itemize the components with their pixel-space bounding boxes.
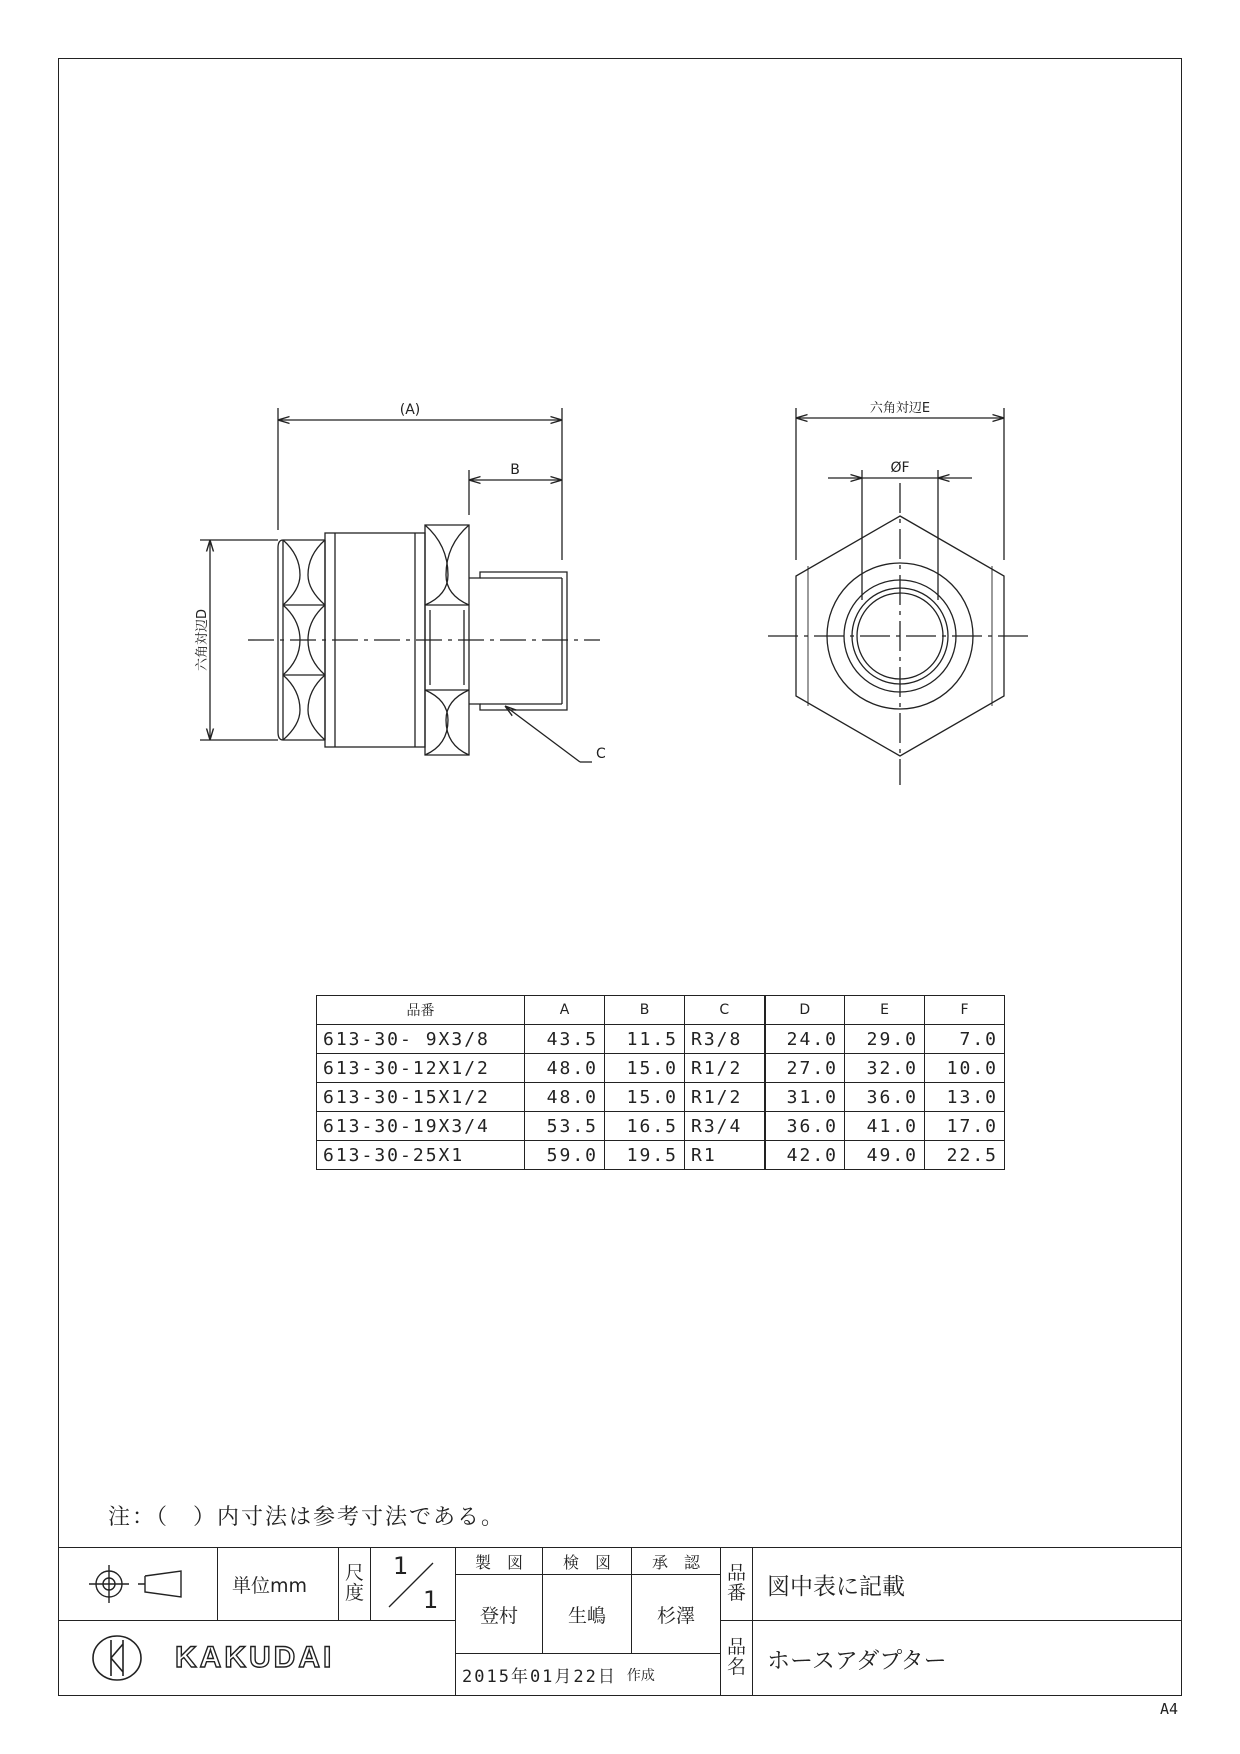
part-name-label bbox=[720, 1620, 753, 1696]
part-name-label-char-1: 品 bbox=[726, 1636, 746, 1659]
part-no-value: 図中表に記載 bbox=[752, 1547, 1182, 1621]
approved-label: 承 認 bbox=[631, 1547, 721, 1575]
part-name-label-char-2: 名 bbox=[726, 1656, 746, 1678]
part-no-label-char-1: 品 bbox=[726, 1562, 746, 1585]
cell-c: R1/2 bbox=[685, 1083, 765, 1112]
cell-e: 32.0 bbox=[845, 1054, 925, 1083]
checked-label: 検 図 bbox=[542, 1547, 632, 1575]
cell-a: 48.0 bbox=[525, 1083, 605, 1112]
cell-a: 48.0 bbox=[525, 1054, 605, 1083]
cell-f: 22.5 bbox=[925, 1141, 1005, 1170]
header-f: F bbox=[925, 996, 1005, 1025]
part-name-value: ホースアダプター bbox=[752, 1620, 1182, 1696]
cell-f: 10.0 bbox=[925, 1054, 1005, 1083]
header-b: B bbox=[605, 996, 685, 1025]
checked-by: 生嶋 bbox=[542, 1574, 632, 1654]
projection-symbol bbox=[58, 1547, 218, 1621]
dim-label-e: 六角対辺E bbox=[869, 401, 931, 416]
cell-d: 42.0 bbox=[765, 1141, 845, 1170]
date-cell bbox=[455, 1653, 721, 1696]
cell-c: R3/4 bbox=[685, 1112, 765, 1141]
dimension-note: 注：（ ）内寸法は参考寸法である。 bbox=[108, 1505, 506, 1530]
cell-b: 11.5 bbox=[605, 1025, 685, 1054]
table-row bbox=[317, 1054, 1005, 1083]
cell-f: 17.0 bbox=[925, 1112, 1005, 1141]
title-block bbox=[58, 1547, 1182, 1696]
cell-e: 49.0 bbox=[845, 1141, 925, 1170]
cell-d: 27.0 bbox=[765, 1054, 845, 1083]
cell-b: 16.5 bbox=[605, 1112, 685, 1141]
header-e: E bbox=[845, 996, 925, 1025]
cell-part-no: 613-30-25X1 bbox=[317, 1141, 525, 1170]
part-no-label-char-2: 番 bbox=[726, 1582, 746, 1604]
approved-by: 杉澤 bbox=[631, 1574, 721, 1654]
cell-f: 13.0 bbox=[925, 1083, 1005, 1112]
brand-name: KAKUDAI bbox=[175, 1641, 335, 1674]
table-header-row bbox=[317, 996, 1005, 1025]
cell-d: 24.0 bbox=[765, 1025, 845, 1054]
cell-f: 7.0 bbox=[925, 1025, 1005, 1054]
dimension-table bbox=[316, 995, 1005, 1170]
cell-d: 31.0 bbox=[765, 1083, 845, 1112]
dim-label-c: C bbox=[596, 746, 606, 762]
cell-e: 36.0 bbox=[845, 1083, 925, 1112]
cell-c: R1 bbox=[685, 1141, 765, 1170]
cell-b: 15.0 bbox=[605, 1054, 685, 1083]
cell-part-no: 613-30-19X3/4 bbox=[317, 1112, 525, 1141]
side-view-thread bbox=[469, 572, 567, 710]
drawn-label: 製 図 bbox=[455, 1547, 543, 1575]
cell-b: 15.0 bbox=[605, 1083, 685, 1112]
scale-label-char-2: 度 bbox=[344, 1582, 364, 1604]
table-row bbox=[317, 1112, 1005, 1141]
scale-label-char-1: 尺 bbox=[344, 1562, 364, 1585]
header-part-no: 品番 bbox=[317, 996, 525, 1025]
scale-label bbox=[338, 1547, 371, 1621]
header-d: D bbox=[765, 996, 845, 1025]
cell-b: 19.5 bbox=[605, 1141, 685, 1170]
drawn-by: 登村 bbox=[455, 1574, 543, 1654]
cell-d: 36.0 bbox=[765, 1112, 845, 1141]
part-no-label bbox=[720, 1547, 753, 1621]
cell-e: 41.0 bbox=[845, 1112, 925, 1141]
creation-label: 作成 bbox=[626, 1667, 655, 1684]
cell-a: 59.0 bbox=[525, 1141, 605, 1170]
table-row bbox=[317, 1025, 1005, 1054]
header-c: C bbox=[685, 996, 765, 1025]
third-angle-projection-icon bbox=[83, 1559, 193, 1609]
table-row bbox=[317, 1083, 1005, 1112]
cell-e: 29.0 bbox=[845, 1025, 925, 1054]
header-a: A bbox=[525, 996, 605, 1025]
cell-c: R3/8 bbox=[685, 1025, 765, 1054]
cell-part-no: 613-30-15X1/2 bbox=[317, 1083, 525, 1112]
creation-date: 2015年01月22日 bbox=[462, 1667, 617, 1687]
page-size-label: A4 bbox=[1159, 1700, 1178, 1718]
scale-denominator: 1 bbox=[423, 1586, 439, 1614]
company-logo bbox=[58, 1620, 456, 1696]
scale-numerator: 1 bbox=[393, 1552, 409, 1580]
dim-label-d: 六角対辺D bbox=[195, 608, 210, 672]
unit-cell: 単位mm bbox=[217, 1547, 339, 1621]
cell-c: R1/2 bbox=[685, 1054, 765, 1083]
cell-part-no: 613-30- 9X3/8 bbox=[317, 1025, 525, 1054]
cell-a: 53.5 bbox=[525, 1112, 605, 1141]
scale-value bbox=[370, 1547, 456, 1621]
cell-part-no: 613-30-12X1/2 bbox=[317, 1054, 525, 1083]
cell-a: 43.5 bbox=[525, 1025, 605, 1054]
kakudai-logo-icon bbox=[87, 1632, 147, 1684]
dim-label-a: (A) bbox=[399, 402, 421, 418]
dim-label-f: ØF bbox=[890, 460, 910, 476]
leader-c bbox=[505, 706, 580, 762]
table-row bbox=[317, 1141, 1005, 1170]
dim-label-b: B bbox=[510, 462, 520, 478]
